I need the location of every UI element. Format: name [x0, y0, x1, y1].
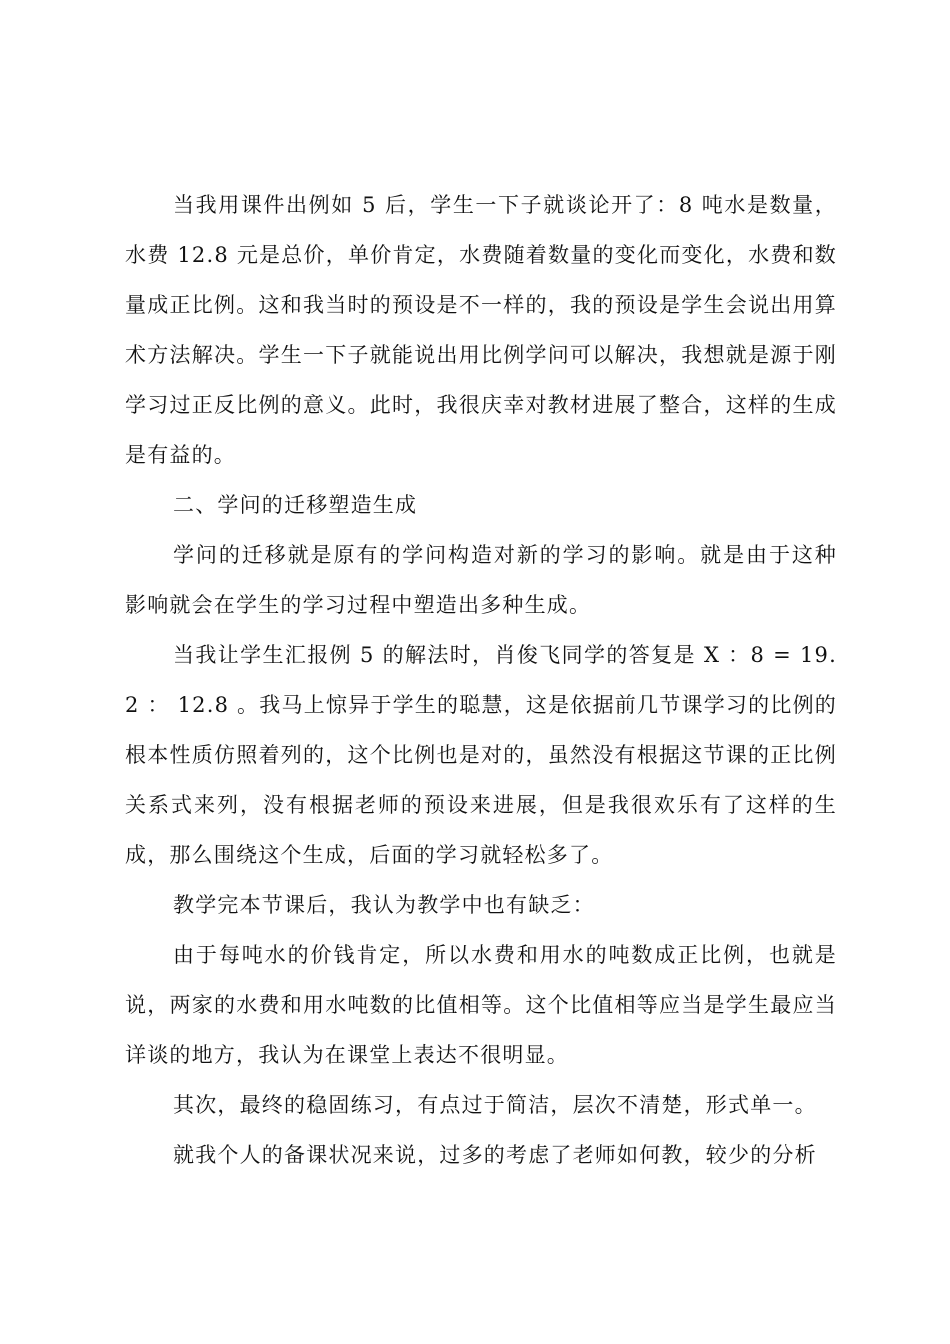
- section-heading-knowledge-transfer: 二、学问的迁移塑造生成: [173, 493, 418, 517]
- paragraph-transfer-definition: 学问的迁移就是原有的学问构造对新的学习的影响。就是由于这种影响就会在学生的学习过程中塑造出多种生成。: [125, 543, 837, 617]
- paragraph-shortcomings-intro: 教学完本节课后，我认为教学中也有缺乏：: [173, 893, 595, 917]
- paragraph-lesson-prep: 就我个人的备课状况来说，过多的考虑了老师如何教，较少的分析: [173, 1143, 817, 1167]
- paragraph-student-answer: 当我让学生汇报例 5 的解法时，肖俊飞同学的答复是 X ：8 = 19.2 ： 12.8 。我马上惊异于学生的聪慧，这是依据前几节课学习的比例的根本性质仿照着列的，这个比例也是对的，虽然没有根据这节课的正比例关系式来列，没有根据老师的预设来进展，但是我很欢乐有了这样的生成，那么围绕这个生成，后面的学习就轻松多了。: [125, 643, 837, 867]
- paragraph-shortcoming-practice: 其次，最终的稳固练习，有点过于简洁，层次不清楚，形式单一。: [173, 1093, 817, 1117]
- paragraph-shortcoming-ratio: 由于每吨水的价钱肯定，所以水费和用水的吨数成正比例，也就是说，两家的水费和用水吨数的比值相等。这个比值相等应当是学生最应当详谈的地方，我认为在课堂上表达不很明显。: [125, 943, 837, 1067]
- paragraph-example-5-discussion: 当我用课件出例如 5 后，学生一下子就谈论开了：8 吨水是数量，水费 12.8 元是总价，单价肯定，水费随着数量的变化而变化，水费和数量成正比例。这和我当时的预设是不一样的，我的预设是学生会说出用算术方法解决。学生一下子就能说出用比例学问可以解决，我想就是源于刚学习过正反比例的意义。此时，我很庆幸对教材进展了整合，这样的生成是有益的。: [125, 193, 837, 467]
- document-body: [125, 180, 837, 1180]
